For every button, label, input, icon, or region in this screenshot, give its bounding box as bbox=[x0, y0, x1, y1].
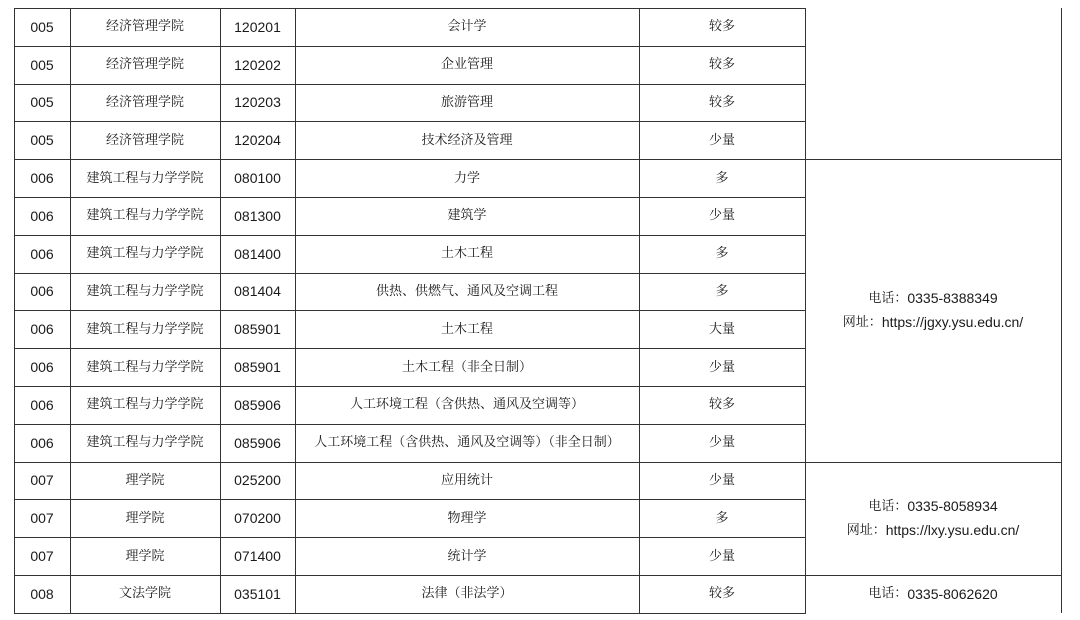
enrollment-quota-cell: 多 bbox=[715, 283, 729, 299]
department-code-cell: 008 bbox=[30, 585, 54, 602]
major-code-cell: 025200 bbox=[234, 472, 281, 489]
school-name-cell: 理学院 bbox=[125, 548, 165, 564]
major-name-cell: 统计学 bbox=[447, 548, 487, 564]
major-name-cell: 力学 bbox=[453, 170, 480, 186]
major-name-cell: 土木工程（非全日制） bbox=[401, 359, 532, 375]
department-code-cell: 005 bbox=[30, 18, 54, 35]
school-name-cell: 建筑工程与力学学院 bbox=[86, 397, 204, 413]
major-code-cell: 081400 bbox=[234, 245, 281, 262]
department-code-cell: 006 bbox=[30, 170, 54, 187]
contact-line bbox=[868, 289, 997, 307]
contact-value: 0335-8058934 bbox=[907, 498, 998, 515]
major-code-cell: 085906 bbox=[234, 434, 281, 451]
school-name-cell: 经济管理学院 bbox=[105, 57, 184, 73]
major-code-cell: 120202 bbox=[234, 56, 281, 73]
contact-value: 0335-8388349 bbox=[907, 290, 998, 307]
contact-value: https://jgxy.ysu.edu.cn/ bbox=[881, 314, 1024, 331]
department-code-cell: 005 bbox=[30, 132, 54, 149]
major-name-cell: 物理学 bbox=[447, 510, 487, 526]
enrollment-quota-cell: 少量 bbox=[708, 208, 735, 224]
enrollment-quota-cell: 多 bbox=[715, 510, 729, 526]
school-name-cell: 理学院 bbox=[125, 472, 165, 488]
department-code-cell: 005 bbox=[30, 56, 54, 73]
contact-info-cell bbox=[805, 159, 1061, 461]
school-name-cell: 经济管理学院 bbox=[105, 94, 184, 110]
contact-line bbox=[843, 313, 1023, 331]
contact-label: 网址： bbox=[842, 314, 882, 330]
department-code-cell: 005 bbox=[30, 94, 54, 111]
enrollment-quota-cell: 多 bbox=[715, 170, 729, 186]
contact-info-cell bbox=[805, 575, 1061, 613]
enrollment-quota-cell: 较多 bbox=[708, 397, 735, 413]
major-code-cell: 085901 bbox=[234, 321, 281, 338]
school-name-cell: 建筑工程与力学学院 bbox=[86, 283, 204, 299]
enrollment-quota-cell: 少量 bbox=[708, 472, 735, 488]
school-name-cell: 理学院 bbox=[125, 510, 165, 526]
enrollment-quota-cell: 较多 bbox=[708, 94, 735, 110]
major-name-cell: 供热、供燃气、通风及空调工程 bbox=[375, 283, 558, 299]
major-code-cell: 085906 bbox=[234, 396, 281, 413]
enrollment-quota-cell: 较多 bbox=[708, 586, 735, 602]
major-code-cell: 120201 bbox=[234, 18, 281, 35]
major-name-cell: 建筑学 bbox=[447, 208, 487, 224]
major-name-cell: 应用统计 bbox=[440, 472, 493, 488]
department-code-cell: 006 bbox=[30, 434, 54, 451]
contact-label: 网址： bbox=[846, 522, 886, 538]
enrollment-quota-cell: 较多 bbox=[708, 57, 735, 73]
contact-label: 电话： bbox=[868, 290, 908, 306]
contact-label: 电话： bbox=[868, 498, 908, 514]
major-code-cell: 081300 bbox=[234, 207, 281, 224]
school-name-cell: 建筑工程与力学学院 bbox=[86, 359, 204, 375]
contact-line bbox=[847, 521, 1020, 539]
contact-value: 0335-8062620 bbox=[907, 585, 998, 602]
enrollment-quota-cell: 大量 bbox=[708, 321, 735, 337]
school-name-cell: 建筑工程与力学学院 bbox=[86, 208, 204, 224]
major-name-cell: 人工环境工程（含供热、通风及空调等） bbox=[349, 397, 584, 413]
major-name-cell: 人工环境工程（含供热、通风及空调等）（非全日制） bbox=[314, 435, 620, 451]
table-right-border bbox=[1061, 8, 1062, 613]
department-code-cell: 007 bbox=[30, 510, 54, 527]
enrollment-quota-cell: 少量 bbox=[708, 435, 735, 451]
major-name-cell: 土木工程 bbox=[440, 246, 493, 262]
school-name-cell: 建筑工程与力学学院 bbox=[86, 321, 204, 337]
major-code-cell: 071400 bbox=[234, 548, 281, 565]
major-code-cell: 081404 bbox=[234, 283, 281, 300]
major-code-cell: 120204 bbox=[234, 132, 281, 149]
enrollment-quota-cell: 少量 bbox=[708, 132, 735, 148]
school-name-cell: 经济管理学院 bbox=[105, 19, 184, 35]
school-name-cell: 文法学院 bbox=[118, 586, 171, 602]
contact-label: 电话： bbox=[868, 586, 908, 602]
major-name-cell: 法律（非法学） bbox=[421, 586, 513, 602]
contact-info-cell bbox=[805, 462, 1061, 575]
row-divider bbox=[14, 613, 806, 614]
department-code-cell: 006 bbox=[30, 396, 54, 413]
major-name-cell: 旅游管理 bbox=[440, 94, 493, 110]
enrollment-quota-cell: 少量 bbox=[708, 548, 735, 564]
major-name-cell: 企业管理 bbox=[440, 57, 493, 73]
department-code-cell: 006 bbox=[30, 321, 54, 338]
school-name-cell: 建筑工程与力学学院 bbox=[86, 435, 204, 451]
major-name-cell: 会计学 bbox=[447, 19, 487, 35]
department-code-cell: 006 bbox=[30, 245, 54, 262]
school-name-cell: 经济管理学院 bbox=[105, 132, 184, 148]
major-code-cell: 085901 bbox=[234, 359, 281, 376]
enrollment-quota-cell: 少量 bbox=[708, 359, 735, 375]
major-name-cell: 技术经济及管理 bbox=[421, 132, 513, 148]
major-code-cell: 035101 bbox=[234, 585, 281, 602]
department-code-cell: 007 bbox=[30, 548, 54, 565]
major-code-cell: 120203 bbox=[234, 94, 281, 111]
contact-line bbox=[868, 497, 997, 515]
school-name-cell: 建筑工程与力学学院 bbox=[86, 170, 204, 186]
major-name-cell: 土木工程 bbox=[440, 321, 493, 337]
contact-info-cell bbox=[805, 8, 1061, 159]
enrollment-quota-cell: 较多 bbox=[708, 19, 735, 35]
contact-value: https://lxy.ysu.edu.cn/ bbox=[885, 522, 1020, 539]
contact-line bbox=[868, 585, 997, 603]
department-code-cell: 006 bbox=[30, 283, 54, 300]
department-code-cell: 006 bbox=[30, 359, 54, 376]
department-code-cell: 006 bbox=[30, 207, 54, 224]
major-code-cell: 070200 bbox=[234, 510, 281, 527]
major-code-cell: 080100 bbox=[234, 170, 281, 187]
school-name-cell: 建筑工程与力学学院 bbox=[86, 246, 204, 262]
enrollment-quota-cell: 多 bbox=[715, 246, 729, 262]
department-code-cell: 007 bbox=[30, 472, 54, 489]
